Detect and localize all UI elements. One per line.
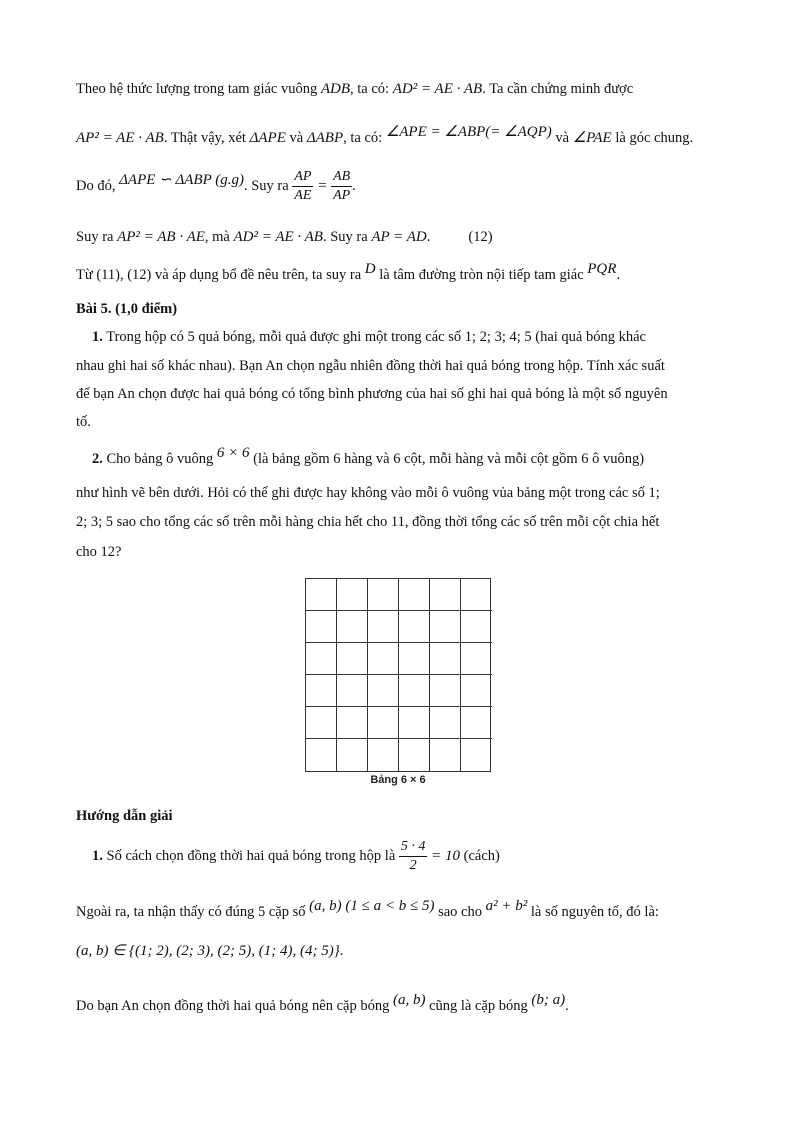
fraction-denominator: AP bbox=[333, 188, 351, 204]
grid-cell bbox=[461, 579, 492, 611]
grid-cell bbox=[337, 611, 368, 643]
text: . Suy ra bbox=[322, 229, 372, 245]
text: Cho bảng ô vuông bbox=[102, 451, 217, 467]
math-equation: AD² = AE · AB bbox=[392, 81, 483, 97]
solution-line-3 bbox=[76, 942, 343, 960]
grid-cell bbox=[337, 739, 368, 771]
fraction-numerator: AB bbox=[331, 168, 352, 187]
problem-2-line-2: như hình vẽ bên dưới. Hỏi có thể ghi được hay không vào mỗi ô vuông vủa bảng một trong các số 1; bbox=[76, 485, 660, 501]
grid-cell bbox=[430, 643, 461, 675]
grid-cell bbox=[430, 707, 461, 739]
text: . bbox=[352, 178, 356, 194]
math-triangle: ΔABP bbox=[306, 130, 344, 146]
grid-cell bbox=[368, 643, 399, 675]
grid-cell bbox=[368, 611, 399, 643]
fraction-numerator: AP bbox=[292, 168, 313, 187]
math-triangle-pqr: PQR bbox=[587, 261, 617, 277]
proof-line-5 bbox=[76, 261, 621, 284]
grid-cell bbox=[337, 707, 368, 739]
text: Do bạn An chọn đồng thời hai quả bóng nên cặp bóng bbox=[76, 998, 393, 1014]
math-equals: = bbox=[313, 178, 332, 194]
grid-cell bbox=[368, 579, 399, 611]
grid-cell bbox=[430, 579, 461, 611]
math-equation: AP = AD bbox=[371, 229, 427, 245]
solution-heading: Hướng dẫn giải bbox=[76, 808, 173, 824]
text: . Suy ra bbox=[243, 178, 293, 194]
solution-line-2 bbox=[76, 898, 659, 921]
grid-cell bbox=[368, 739, 399, 771]
grid-cell bbox=[337, 675, 368, 707]
math-triangle-adb: ADB bbox=[320, 81, 351, 97]
math-equation: AP² = AE · AB bbox=[76, 130, 164, 146]
text: , mà bbox=[204, 229, 234, 245]
grid-cell bbox=[461, 643, 492, 675]
math-point-d: D bbox=[364, 261, 376, 277]
grid-cell bbox=[399, 739, 430, 771]
figure-6x6-table bbox=[305, 578, 491, 786]
solution-line-4 bbox=[76, 992, 569, 1015]
grid-cell bbox=[430, 739, 461, 771]
grid-cell bbox=[337, 579, 368, 611]
fraction bbox=[399, 838, 428, 875]
grid-cell bbox=[399, 707, 430, 739]
fraction bbox=[331, 168, 352, 205]
fraction bbox=[292, 168, 313, 205]
grid-cell bbox=[430, 675, 461, 707]
item-number: 1. bbox=[92, 848, 103, 864]
math-equals: = 10 bbox=[427, 848, 461, 864]
problem-1-line-3: để bạn An chọn được hai quả bóng có tổng bình phương của hai số ghi hai quả bóng là một số nguyên bbox=[76, 386, 668, 402]
text: Do đó, bbox=[76, 178, 120, 194]
math-similarity: ΔAPE ∽ ΔABP (g.g) bbox=[119, 172, 244, 188]
grid-cell bbox=[430, 611, 461, 643]
proof-line-1 bbox=[76, 80, 633, 98]
math-pair: (b; a) bbox=[531, 992, 566, 1008]
grid-6x6 bbox=[305, 578, 491, 772]
grid-cell bbox=[399, 611, 430, 643]
proof-line-2 bbox=[76, 124, 694, 147]
grid-cell bbox=[368, 707, 399, 739]
math-set: (a, b) ∈ {(1; 2), (2; 3), (2; 5), (1; 4), (4; 5)} bbox=[76, 943, 340, 959]
grid-cell bbox=[306, 579, 337, 611]
grid-cell bbox=[306, 739, 337, 771]
fraction-denominator: 2 bbox=[409, 858, 417, 874]
grid-cell bbox=[461, 611, 492, 643]
text: Trong hộp có 5 quả bóng, mỗi quả được ghi một trong các số 1; 2; 3; 4; 5 (hai quả bóng khác bbox=[102, 329, 646, 345]
problem-1-line-4: tố. bbox=[76, 414, 91, 430]
fraction-denominator: AE bbox=[294, 188, 312, 204]
figure-caption: Bảng 6 × 6 bbox=[370, 774, 426, 786]
text: . Ta cần chứng minh được bbox=[482, 81, 634, 97]
fraction-numerator: 5 · 4 bbox=[399, 838, 428, 857]
text: . bbox=[426, 229, 431, 245]
text: , ta có: bbox=[350, 81, 393, 97]
text: là góc chung. bbox=[611, 130, 694, 146]
grid-cell bbox=[306, 707, 337, 739]
text: Ngoài ra, ta nhận thấy có đúng 5 cặp số bbox=[76, 904, 310, 920]
text: và bbox=[551, 130, 573, 146]
text: Suy ra bbox=[76, 229, 118, 245]
text: Từ (11), (12) và áp dụng bổ đề nêu trên, ta suy ra bbox=[76, 267, 365, 283]
math-equation: AP² = AB · AE bbox=[117, 229, 205, 245]
item-number: 1. bbox=[92, 329, 103, 345]
text: (là bảng gồm 6 hàng và 6 cột, mỗi hàng và mỗi cột gồm 6 ô vuông) bbox=[249, 451, 645, 467]
grid-cell bbox=[368, 675, 399, 707]
text: , ta có: bbox=[343, 130, 386, 146]
math-pair: (a, b) bbox=[392, 992, 426, 1008]
text: là tâm đường tròn nội tiếp tam giác bbox=[375, 267, 588, 283]
grid-cell bbox=[337, 643, 368, 675]
math-angle-equality: ∠APE = ∠ABP(= ∠AQP) bbox=[385, 124, 552, 140]
problem-heading: Bài 5. (1,0 điểm) bbox=[76, 301, 178, 317]
grid-cell bbox=[306, 675, 337, 707]
grid-cell bbox=[306, 611, 337, 643]
grid-cell bbox=[399, 579, 430, 611]
problem-2-line-4: cho 12? bbox=[76, 544, 122, 560]
math-size: 6 × 6 bbox=[216, 445, 250, 461]
problem-2-line-3: 2; 3; 5 sao cho tổng các số trên mỗi hàng chia hết cho 11, đồng thời tổng các số trên mỗi cột chia hết bbox=[76, 514, 660, 530]
text: và bbox=[285, 130, 307, 146]
text: sao cho bbox=[434, 904, 486, 920]
grid-cell bbox=[461, 739, 492, 771]
problem-1-line-2: nhau ghi hai số khác nhau). Bạn An chọn ngẫu nhiên đồng thời hai quả bóng trong hộp. Tính xác suất bbox=[76, 358, 665, 374]
text: . bbox=[565, 998, 569, 1014]
grid-cell bbox=[399, 643, 430, 675]
text: . bbox=[339, 943, 344, 959]
text: là số nguyên tố, đó là: bbox=[527, 904, 659, 920]
math-pair-condition: (a, b) (1 ≤ a < b ≤ 5) bbox=[309, 898, 435, 914]
grid-cell bbox=[306, 643, 337, 675]
solution-line-1 bbox=[92, 838, 500, 875]
math-equation: AD² = AE · AB bbox=[233, 229, 323, 245]
text: . Thật vậy, xét bbox=[163, 130, 250, 146]
text: . bbox=[616, 267, 621, 283]
item-number: 2. bbox=[92, 451, 103, 467]
proof-line-3 bbox=[76, 168, 356, 205]
problem-2-line-1 bbox=[92, 445, 645, 468]
math-triangle: ΔAPE bbox=[249, 130, 286, 146]
proof-line-4 bbox=[76, 228, 493, 246]
text: (cách) bbox=[460, 848, 500, 864]
grid-cell bbox=[461, 707, 492, 739]
text: Theo hệ thức lượng trong tam giác vuông bbox=[76, 81, 321, 97]
grid-cell bbox=[399, 675, 430, 707]
text: cũng là cặp bóng bbox=[425, 998, 532, 1014]
grid-cell bbox=[461, 675, 492, 707]
equation-tag: (12) bbox=[468, 229, 493, 245]
math-sum-squares: a² + b² bbox=[485, 898, 528, 914]
text: Số cách chọn đồng thời hai quả bóng trong hộp là bbox=[102, 848, 399, 864]
math-angle: ∠PAE bbox=[572, 130, 612, 146]
problem-1-line-1 bbox=[92, 328, 646, 346]
